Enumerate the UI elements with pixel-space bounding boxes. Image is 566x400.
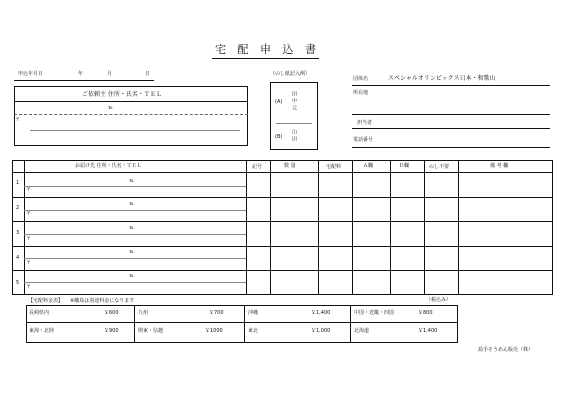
row-postal-mark: 〒 [26, 284, 32, 290]
col-divider-no [24, 160, 25, 295]
fee-price: ￥1,400 [418, 328, 438, 334]
col-divider-b [424, 160, 425, 295]
apply-date-underline [14, 80, 154, 81]
row-number: 3 [16, 230, 20, 236]
fee-col-divider [134, 305, 135, 343]
org-address-label: 所在地 [353, 90, 369, 96]
fee-region: 九州 [138, 310, 149, 316]
row-postal-mark: 〒 [26, 187, 32, 193]
page-title: 宅 配 申 込 書 [215, 43, 320, 56]
header-dest: お届け先 住所・氏名・ＴＥＬ [75, 163, 142, 169]
noshi-mark-lower: (B) [275, 134, 283, 140]
row-number: 1 [16, 180, 20, 186]
row-number: 2 [16, 205, 20, 211]
noshi-caption: （のし紙記入例） [270, 71, 311, 77]
org-address-line[interactable] [352, 114, 550, 115]
apply-date-month: 月 [107, 71, 113, 77]
col-divider-noshi [458, 160, 459, 295]
apply-date-label: 申込年月日 [18, 71, 44, 77]
row-number: 5 [16, 280, 20, 286]
sender-tel-label: ℡ [108, 105, 114, 111]
header-noshi-unneeded: のし不要 [429, 164, 450, 170]
fee-table-tax-note: （税込み） [426, 297, 452, 303]
header-bottom-line [12, 172, 553, 173]
fee-price: ￥600 [104, 310, 119, 316]
header-qty: 数 量 [284, 163, 296, 169]
row-divider [12, 197, 553, 198]
row-divider [12, 221, 553, 222]
row-divider [12, 246, 553, 247]
header-fee: 宅配料 [326, 164, 342, 170]
fee-region: 長崎県内 [29, 310, 50, 316]
header-b: Ｂ欄 [399, 163, 410, 169]
sender-divider [14, 114, 248, 115]
row-postal-mark: 〒 [26, 260, 32, 266]
fee-region: 東海・北陸 [29, 328, 55, 334]
row-address-line[interactable] [24, 210, 246, 211]
fee-table-note: ※離島は別途料金になります [70, 298, 135, 304]
noshi-name-lower: 山田 [291, 129, 297, 143]
row-tel-label: ℡ [129, 178, 135, 184]
header-symbol: 記号 [252, 164, 263, 170]
col-divider-fee [352, 160, 353, 295]
sender-postal-mark: 〒 [15, 117, 21, 123]
title-underline [212, 58, 319, 59]
col-divider-qty [318, 160, 319, 295]
row-tel-label: ℡ [129, 273, 135, 279]
company-name: 島手そうめん販売（株） [478, 347, 534, 353]
fee-col-divider [244, 305, 245, 343]
org-phone-line[interactable] [352, 147, 550, 148]
fee-price: ￥1,400 [311, 310, 331, 316]
fee-col-divider [350, 305, 351, 343]
fee-table-heading: 【宅配料金表】 [28, 298, 64, 304]
fee-price: ￥1,000 [311, 328, 331, 334]
row-address-line[interactable] [24, 258, 246, 259]
org-group-line [352, 85, 550, 86]
row-tel-label: ℡ [129, 201, 135, 207]
col-divider-symbol [270, 160, 271, 295]
fee-region: 東北 [248, 328, 259, 334]
org-phone-label: 電話番号 [353, 137, 374, 143]
row-postal-mark: 〒 [26, 211, 32, 217]
row-number: 4 [16, 255, 20, 261]
row-postal-mark: 〒 [26, 236, 32, 242]
org-contact-line[interactable] [352, 128, 550, 129]
fee-price: ￥800 [418, 310, 433, 316]
org-group-value: スペシャルオリンピックス日本・和歌山 [388, 75, 496, 82]
fee-price: ￥700 [209, 310, 224, 316]
fee-region: 関東・信越 [138, 328, 164, 334]
row-divider [12, 270, 553, 271]
fee-region: 沖縄 [248, 310, 259, 316]
org-group-label: 団体名 [353, 76, 369, 82]
row-tel-label: ℡ [129, 249, 135, 255]
delivery-table [12, 160, 553, 295]
fee-price: ￥1000 [205, 328, 223, 334]
header-a: Ａ欄 [363, 163, 374, 169]
col-divider-dest [246, 160, 247, 295]
apply-date-year: 年 [78, 71, 84, 77]
row-address-line[interactable] [24, 234, 246, 235]
fee-row-divider [26, 322, 458, 323]
sender-address-line[interactable] [30, 130, 240, 131]
noshi-mark-upper: (A) [275, 99, 283, 105]
noshi-name-upper: 田中元 [291, 91, 297, 112]
col-divider-a [390, 160, 391, 295]
fee-region: 北海道 [354, 328, 370, 334]
fee-price: ￥900 [104, 328, 119, 334]
row-address-line[interactable] [24, 186, 246, 187]
noshi-divider [276, 123, 312, 124]
sender-heading: ご依頼主 住所・氏名・ＴＥＬ [82, 91, 162, 98]
fee-region: 中国・近畿・四国 [354, 310, 395, 316]
row-address-line[interactable] [24, 282, 246, 283]
sender-heading-line [14, 101, 248, 102]
header-remarks: 備 考 欄 [490, 163, 509, 169]
apply-date-day: 日 [145, 71, 151, 77]
row-tel-label: ℡ [129, 225, 135, 231]
org-contact-label: 担当者 [357, 120, 373, 126]
